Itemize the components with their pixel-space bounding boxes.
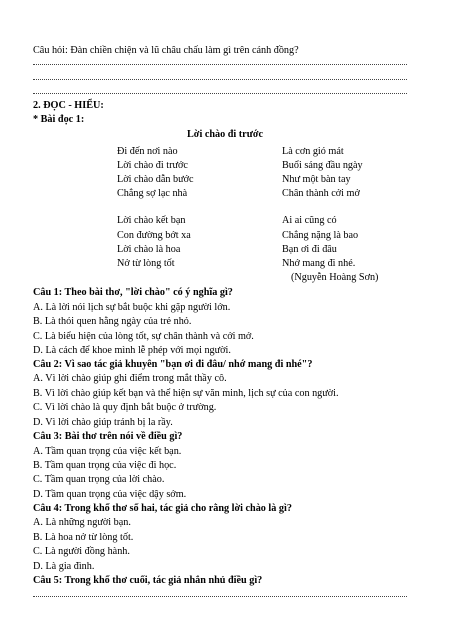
intro-question: Câu hỏi: Đàn chiền chiện và lũ châu chấu làm gì trên cánh đồng? [33,45,299,56]
option-3d: D. Tầm quan trọng của việc dậy sớm. [33,489,187,500]
poem-line: Lời chào kết bạn [117,215,186,226]
poem-line: Chẳng sợ lạc nhà [117,188,188,199]
poem-title: Lời chào đi trước [187,129,263,140]
option-2c: C. Vì lời chào là quy định bắt buộc ở trường. [33,402,217,413]
option-2a: A. Vì lời chào giúp ghi điểm trong mắt thầy cô. [33,373,227,384]
option-1d: D. Là cách để khoe mình lễ phép với mọi người. [33,345,231,356]
question-1: Câu 1: Theo bài thơ, "lời chào" có ý nghĩa gì? [33,287,233,298]
poem-line: Là cơn gió mát [282,146,344,157]
option-4c: C. Là người đồng hành. [33,546,130,557]
reading-sub-heading: * Bài đọc 1: [33,114,85,125]
option-3a: A. Tầm quan trọng của việc kết bạn. [33,446,182,457]
poem-line: Chân thành cởi mở [282,188,360,199]
question-2: Câu 2: Vì sao tác giả khuyên "bạn ơi đi đâu/ nhớ mang đi nhé"? [33,359,313,370]
poem-line: Buổi sáng đầu ngày [282,160,363,171]
poem-line: Đi đến nơi nào [117,146,178,157]
poem-line: Nhớ mang đi nhé. [282,258,356,269]
poem-line: Lời chào dẫn bước [117,174,194,185]
option-4d: D. Là gia đình. [33,561,95,572]
option-1a: A. Là lời nói lịch sự bắt buộc khi gặp người lớn. [33,302,231,313]
poem-author: (Nguyễn Hoàng Sơn) [291,272,379,283]
question-4: Câu 4: Trong khổ thơ số hai, tác giả cho rằng lời chào là gì? [33,503,292,514]
option-2b: B. Vì lời chào giúp kết bạn và thể hiện sự văn minh, lịch sự của con người. [33,388,339,399]
poem-line: Chẳng nặng là bao [282,230,359,241]
question-5: Câu 5: Trong khổ thơ cuối, tác giả nhắn nhủ điều gì? [33,575,263,586]
option-1b: B. Là thói quen hằng ngày của trẻ nhỏ. [33,316,192,327]
question-3: Câu 3: Bài thơ trên nói về điều gì? [33,431,183,442]
option-4b: B. Là hoa nở từ lòng tốt. [33,532,134,543]
answer-line [33,93,407,94]
poem-line: Nở từ lòng tốt [117,258,175,269]
option-3c: C. Tầm quan trọng của lời chào. [33,474,165,485]
poem-line: Con đường bớt xa [117,230,191,241]
option-3b: B. Tầm quan trọng của việc đi học. [33,460,177,471]
poem-line: Lời chào đi trước [117,160,188,171]
option-2d: D. Vì lời chào giúp tránh bị la rầy. [33,417,173,428]
section-heading: 2. ĐỌC - HIỂU: [33,100,104,111]
answer-line [33,64,407,65]
option-4a: A. Là những người bạn. [33,517,131,528]
answer-line [33,596,407,597]
poem-line: Bạn ơi đi đâu [282,244,337,255]
poem-line: Lời chào là hoa [117,244,181,255]
poem-line: Như một bàn tay [282,174,351,185]
answer-line [33,79,407,80]
option-1c: C. Là biểu hiện của lòng tốt, sự chân thành và cởi mở. [33,331,254,342]
poem-line: Ai ai cũng có [282,215,337,226]
